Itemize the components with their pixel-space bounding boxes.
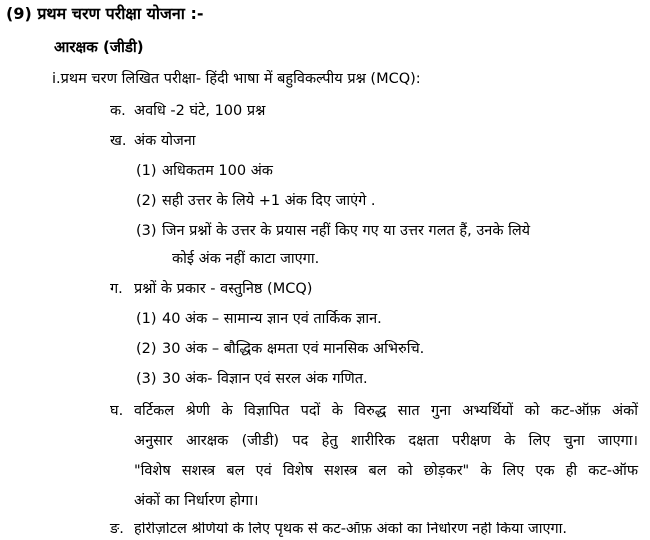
item-marker: ग. [110, 281, 123, 297]
item-ga [110, 282, 312, 297]
item-text: प्रश्नों के प्रकार - वस्तुनिष्ठ (MCQ) [134, 281, 313, 297]
item-marker: ख. [110, 133, 127, 149]
sub-item [136, 194, 376, 209]
item-gha-line: "विशेष सशस्त्र बल एवं विशेष सशस्त्र बल को छोड़कर" के लिए एक ही कट-ऑफ [134, 463, 638, 479]
item-gha-line: अनुसार आरक्षक (जीडी) पद हेतु शारीरिक दक्षता परीक्षण के लिए चुना जाएगा। [134, 433, 638, 449]
sub-item [136, 312, 382, 327]
sub-item-text: सही उत्तर के लिये +1 अंक दिए जाएंगे . [162, 193, 376, 209]
sub-item-number: (3) [136, 371, 157, 387]
item-text: अवधि -2 घंटे, 100 प्रश्न [134, 103, 266, 119]
sub-item [136, 372, 368, 387]
sub-item-continuation: कोई अंक नहीं काटा जाएगा. [172, 251, 320, 267]
item-ka [110, 104, 265, 119]
sub-item-text: अधिकतम 100 अंक [162, 163, 273, 179]
item-gha-marker: घ. [110, 403, 124, 419]
sub-item-number: (2) [136, 341, 157, 357]
sub-item-number: (3) [136, 223, 157, 239]
section-subtitle: आरक्षक (जीडी) [54, 38, 144, 56]
sub-item-number: (1) [136, 311, 157, 327]
sub-item [136, 342, 424, 357]
item-nga-marker: ङ. [110, 521, 124, 537]
item-kha [110, 134, 196, 149]
item-marker: क. [110, 103, 126, 119]
sub-item-number: (1) [136, 163, 157, 179]
sub-item-text: 30 अंक- विज्ञान एवं सरल अंक गणित. [162, 371, 368, 387]
item-gha-line: वर्टिकल श्रेणी के विज्ञापित पदों के विरुद्ध सात गुना अभ्यर्थियों को कट-ऑफ़ अंकों [134, 403, 638, 419]
item-gha-line: अंकों का निर्धारण होगा। [134, 493, 259, 509]
sub-item-text: 40 अंक – सामान्य ज्ञान एवं तार्किक ज्ञान. [162, 311, 382, 327]
intro-line: i.प्रथम चरण लिखित परीक्षा- हिंदी भाषा में बहुविकल्पीय प्रश्न (MCQ): [52, 71, 421, 87]
item-nga-text: होरीज़ोंटल श्रेणियों के लिए पृथक से कट-ऑफ़ अंकों का निर्धारण नहीं किया जाएगा. [134, 522, 568, 537]
sub-item [136, 224, 530, 239]
section-heading: (9) प्रथम चरण परीक्षा योजना :- [6, 4, 204, 23]
item-text: अंक योजना [134, 133, 196, 149]
sub-item [136, 164, 273, 179]
sub-item-text: 30 अंक – बौद्धिक क्षमता एवं मानसिक अभिरुचि. [162, 341, 425, 357]
sub-item-text: जिन प्रश्नों के उत्तर के प्रयास नहीं किए गए या उत्तर गलत हैं, उनके लिये [162, 223, 531, 239]
sub-item-number: (2) [136, 193, 157, 209]
